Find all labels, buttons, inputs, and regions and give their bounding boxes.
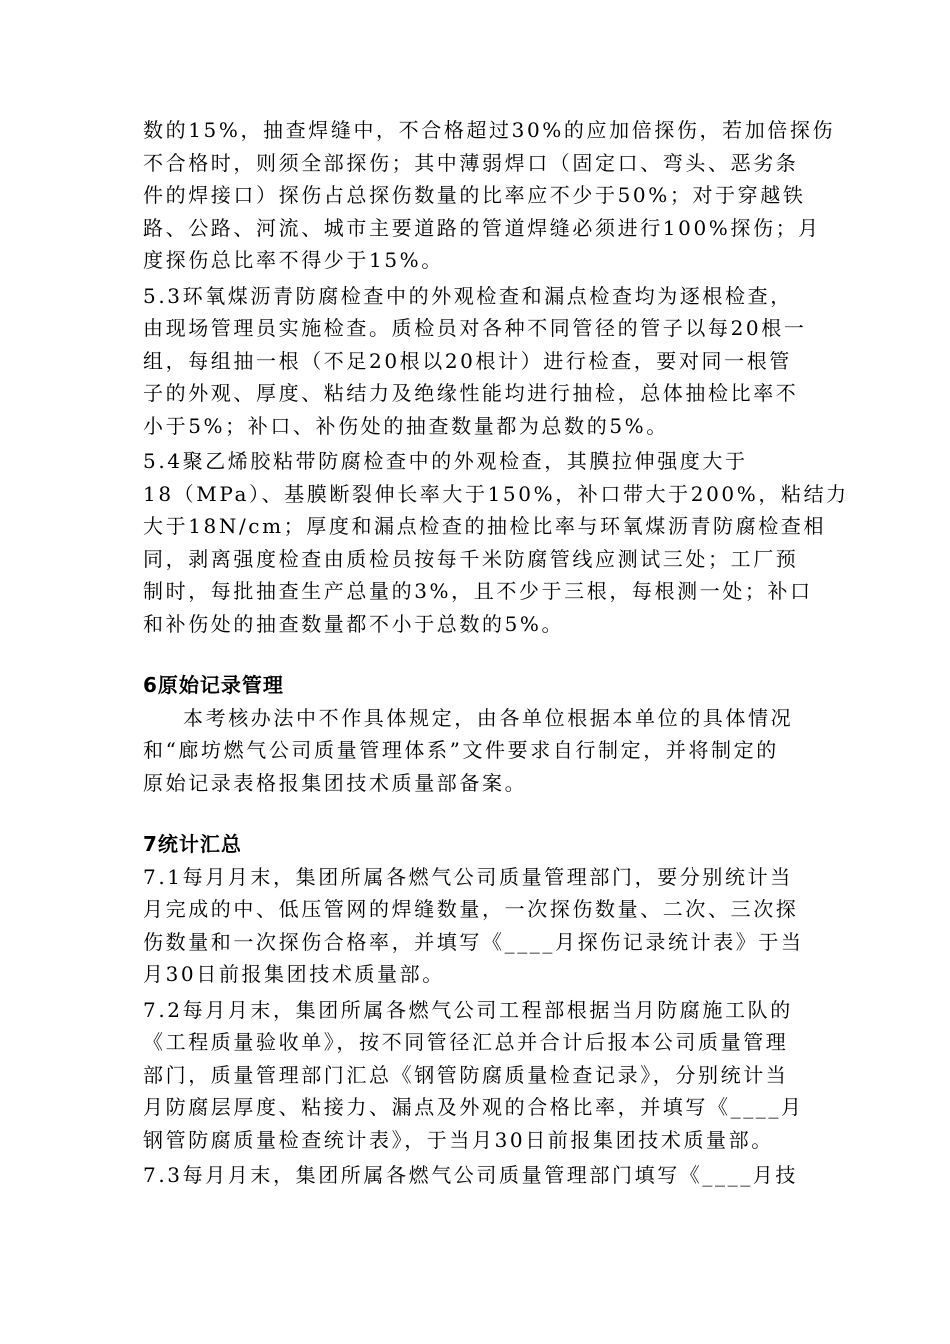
text-line: 7.2每月月末，集团所属各燃气公司工程部根据当月防腐施工队的 [143, 997, 793, 1022]
paragraph-5-4 [143, 445, 849, 640]
text-line: 度探伤总比率不得少于15%。 [143, 248, 444, 272]
paragraph-7-3 [143, 1159, 808, 1192]
text-line: 《工程质量验收单》，按不同管径汇总并合计后报本公司质量管理 [143, 1030, 789, 1054]
paragraph-7-2 [143, 994, 808, 1157]
text-line: 7.3每月月末，集团所属各燃气公司质量管理部门填写《____月技 [143, 1163, 799, 1187]
text-line: 制时，每批抽查生产总量的3%，且不少于三根，每根测一处；补口 [143, 579, 813, 603]
text-line: 件的焊接口）探伤占总探伤数量的比率应不少于50%；对于穿越铁 [143, 183, 806, 207]
text-line: 本考核办法中不作具体规定，由各单位根据本单位的具体情况 [183, 705, 794, 730]
text-line: 月30日前报集团技术质量部。 [143, 962, 445, 986]
text-line: 子的外观、厚度、粘结力及绝缘性能均进行抽检，总体抽检比率不 [143, 381, 799, 405]
section-gap [143, 802, 808, 828]
text-line: 路、公路、河流、城市主要道路的管道焊缝必须进行100%探伤；月 [143, 215, 821, 240]
text-line: 由现场管理员实施检查。质检员对各种不同管径的管子以每20根一 [143, 316, 807, 340]
section-heading-6: 6原始记录管理 [143, 673, 284, 697]
text-line: 原始记录表格报集团技术质量部备案。 [143, 770, 528, 795]
text-line: 组，每组抽一根（不足20根以20根计）进行检查，要对同一根管 [143, 348, 792, 373]
text-line: 小于5%；补口、补伤处的抽查数量都为总数的5%。 [143, 413, 669, 438]
paragraph-original-records [143, 702, 808, 800]
text-line: 5.4聚乙烯胶粘带防腐检查中的外观检查，其膜拉伸强度大于 [143, 449, 748, 473]
paragraph-weld-inspection-continued [143, 114, 836, 277]
text-line: 和补伤处的抽查数量都不小于总数的5%。 [143, 611, 565, 636]
section-heading-7: 7统计汇总 [143, 832, 242, 856]
text-line: 月防腐层厚度、粘接力、漏点及外观的合格比率，并填写《____月 [143, 1095, 804, 1119]
text-line: 18（MPa）、基膜断裂伸长率大于150%，补口带大于200%，粘结力 [143, 481, 849, 506]
section-gap [143, 643, 808, 669]
paragraph-5-3 [143, 280, 808, 443]
text-line: 和“廊坊燃气公司质量管理体系”文件要求自行制定，并将制定的 [143, 738, 779, 762]
paragraph-7-1 [143, 861, 808, 991]
text-line: 同，剥离强度检查由质检员按每千米防腐管线应测试三处；工厂预 [143, 546, 799, 571]
text-line: 5.3环氧煤沥青防腐检查中的外观检查和漏点检查均为逐根检查， [143, 283, 793, 308]
document-body [143, 114, 849, 1195]
text-line: 7.1每月月末，集团所属各燃气公司质量管理部门，要分别统计当 [143, 864, 793, 889]
text-line: 月完成的中、低压管网的焊缝数量，一次探伤数量、二次、三次探 [143, 897, 799, 921]
text-line: 大于18N/cm；厚度和漏点检查的抽检比率与环氧煤沥青防腐检查相 [143, 514, 827, 538]
text-line: 不合格时，则须全部探伤；其中薄弱焊口（固定口、弯头、恶劣条 [143, 150, 799, 175]
text-line: 部门，质量管理部门汇总《钢管防腐质量检查记录》，分别统计当 [143, 1062, 789, 1087]
text-line: 伤数量和一次探伤合格率，并填写《____月探伤记录统计表》于当 [143, 929, 804, 954]
text-line: 数的15%，抽查焊缝中，不合格超过30%的应加倍探伤，若加倍探伤 [143, 118, 836, 142]
text-line: 钢管防腐质量检查统计表》，于当月30日前报集团技术质量部。 [143, 1127, 774, 1152]
